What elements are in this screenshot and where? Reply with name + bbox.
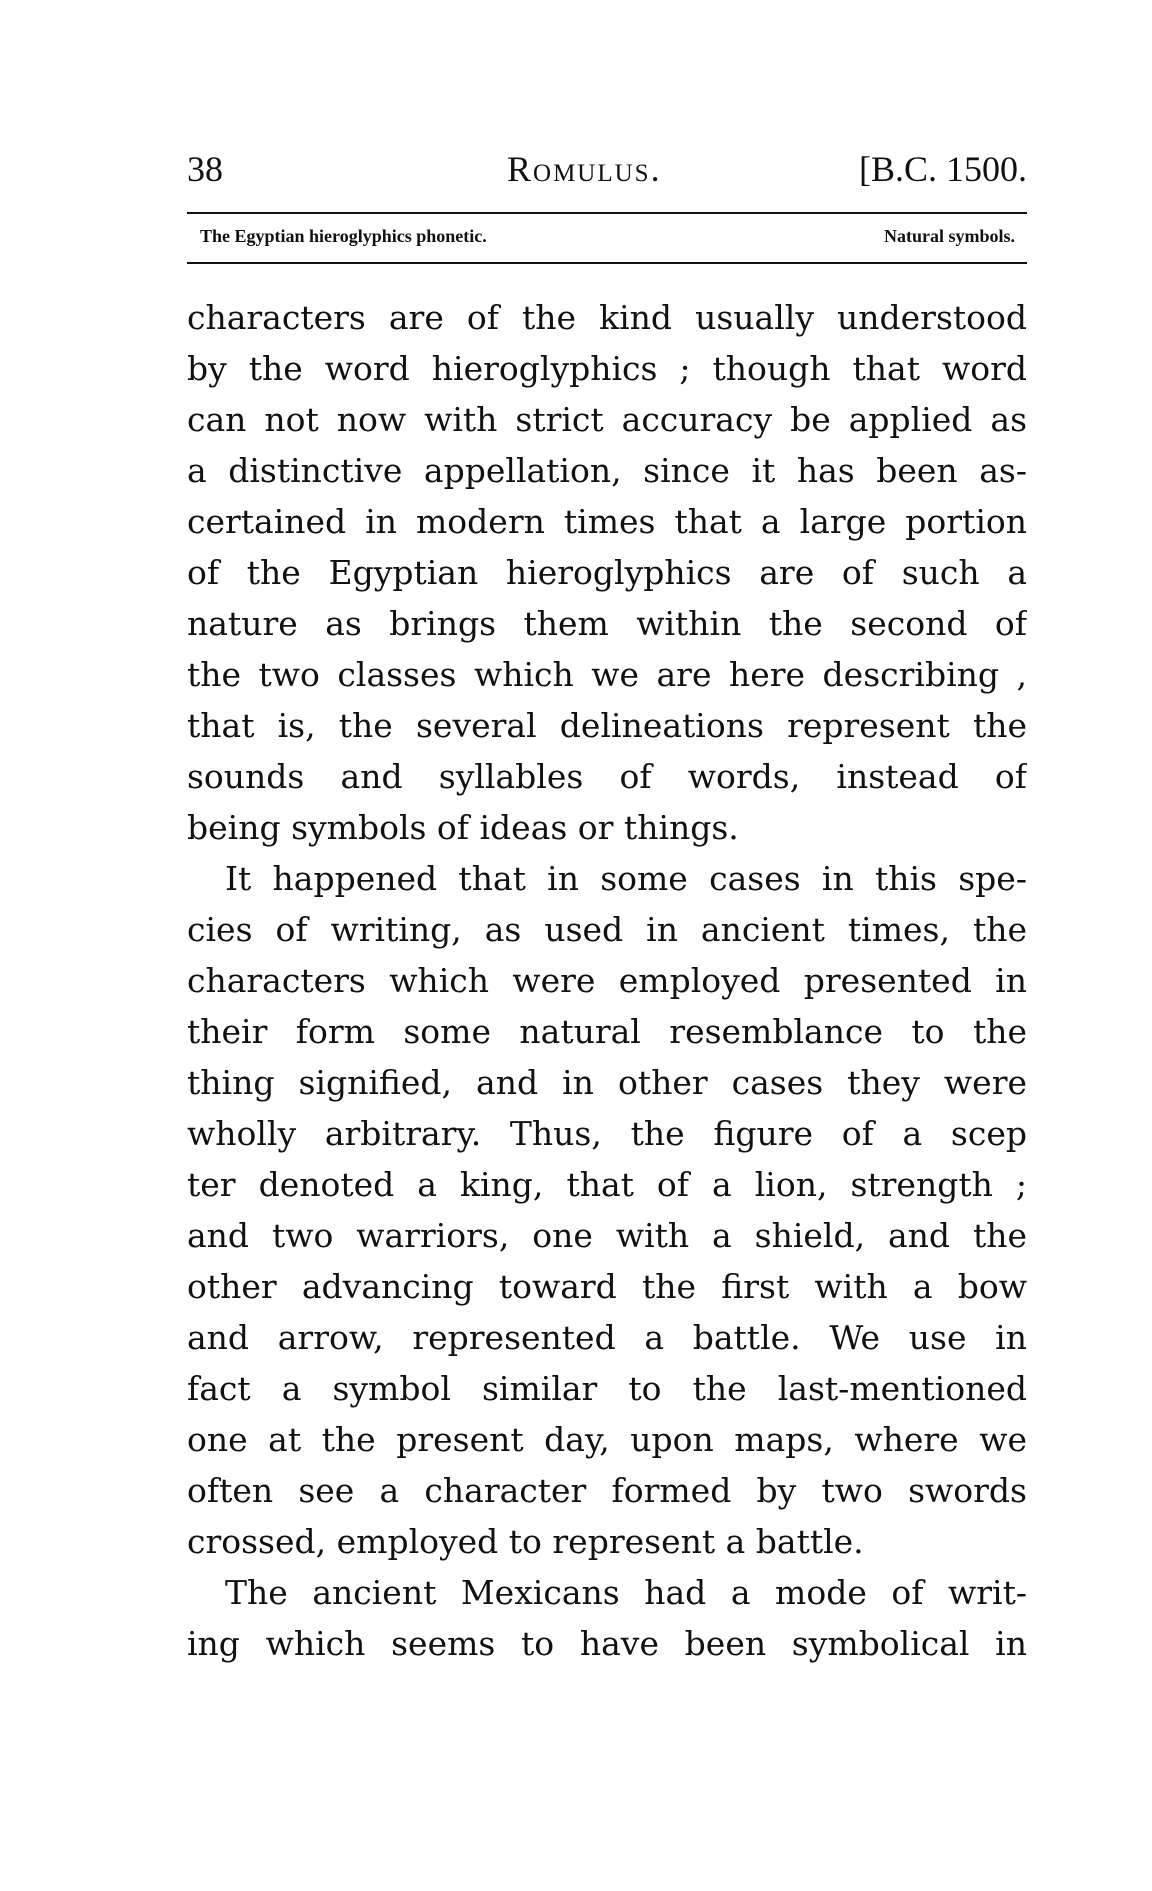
body-text [187,292,1027,1669]
header-rule-bottom [187,262,1027,264]
text-line: ing which seems to have been symbolical in [187,1624,1027,1663]
header-rule-top [187,212,1027,214]
running-title: Romulus. [507,149,662,189]
text-line: ter denoted a king, that of a lion, strength ; [187,1165,1027,1204]
text-line: The ancient Mexicans had a mode of writ- [225,1573,1027,1612]
text-line: and two warriors, one with a shield, and the [187,1216,1027,1255]
text-line: that is, the several delineations represent the [187,706,1027,745]
marginal-subheads [200,226,1015,254]
text-line: fact a symbol similar to the last-mentioned [187,1369,1027,1408]
text-line: characters which were employed presented in [187,961,1027,1000]
text-line: by the word hieroglyphics ; though that word [187,349,1027,388]
text-line: can not now with strict accuracy be applied as [187,400,1027,439]
text-line: and arrow, represented a battle. We use in [187,1318,1027,1357]
text-line: thing signified, and in other cases they were [187,1063,1027,1102]
page-header [187,148,1027,208]
subhead-right: Natural symbols. [883,226,1015,246]
text-line: other advancing toward the first with a bow [187,1267,1027,1306]
text-line: It happened that in some cases in this spe- [225,859,1027,898]
text-line: wholly arbitrary. Thus, the figure of a scep [187,1114,1027,1153]
text-line: the two classes which we are here describing , [187,655,1027,694]
text-line: one at the present day, upon maps, where we [187,1420,1027,1459]
text-line: certained in modern times that a large portion [187,502,1027,541]
text-line: often see a character formed by two swords [187,1471,1027,1510]
text-line: characters are of the kind usually understood [187,298,1027,337]
text-line: sounds and syllables of words, instead of [187,757,1027,796]
text-line: nature as brings them within the second of [187,604,1027,643]
page-number: 38 [187,149,223,189]
text-line: crossed, employed to represent a battle. [187,1522,864,1561]
text-line: of the Egyptian hieroglyphics are of such a [187,553,1027,592]
text-line: cies of writing, as used in ancient times, the [187,910,1027,949]
date-range: [B.C. 1500. [858,149,1027,189]
text-line: their form some natural resemblance to the [187,1012,1027,1051]
subhead-left: The Egyptian hieroglyphics phonetic. [200,226,487,246]
text-line: being symbols of ideas or things. [187,808,739,847]
text-line: a distinctive appellation, since it has been as- [187,451,1027,490]
